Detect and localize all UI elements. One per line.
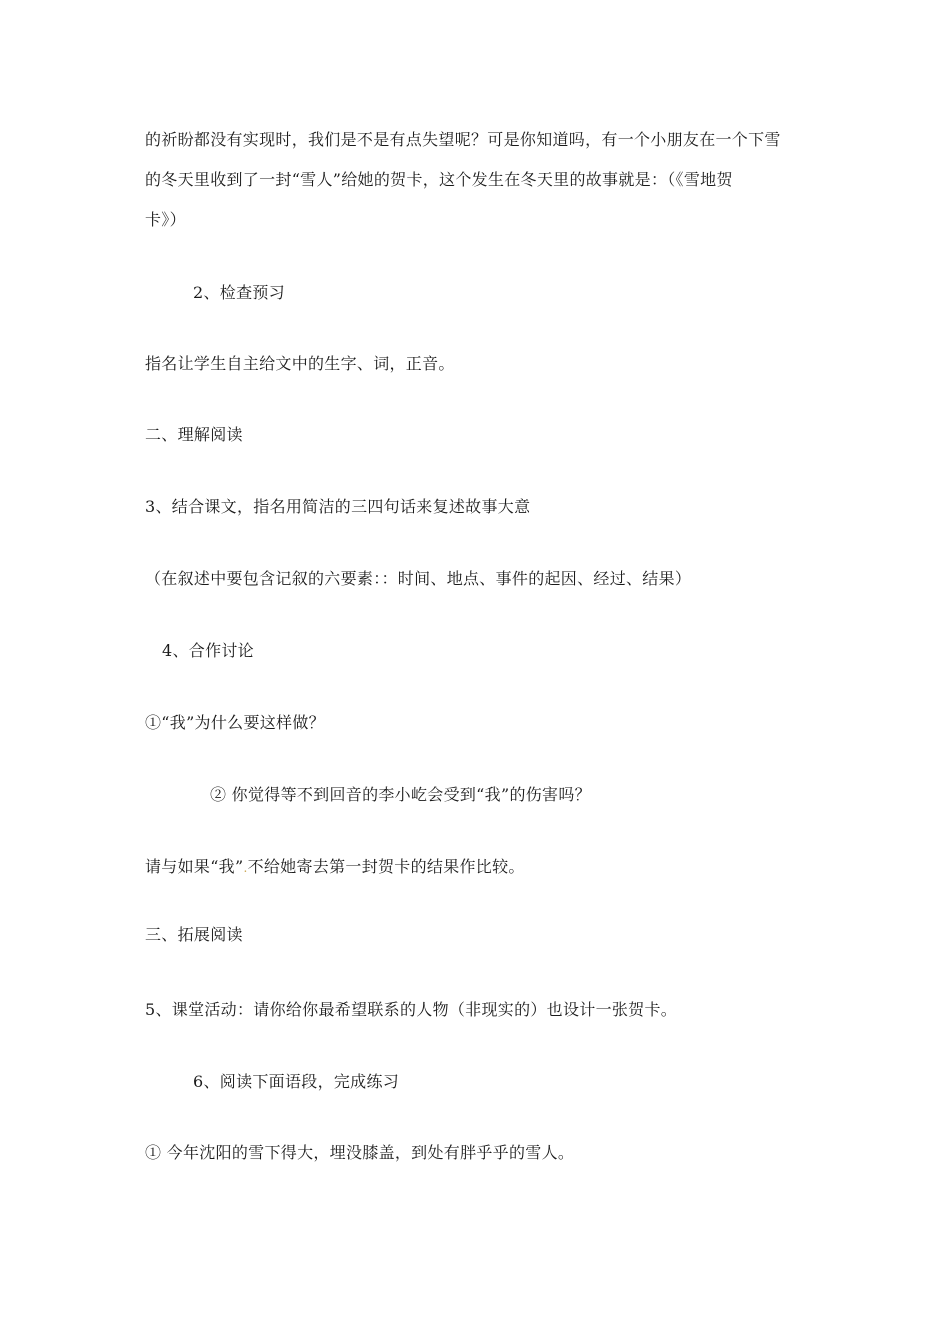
question-2: ② 你觉得等不到回音的李小屹会受到“我”的伤害吗？ (210, 785, 591, 804)
step3-note: （在叙述中要包含记叙的六要素：：时间、地点、事件的起因、经过、结果） (145, 569, 692, 588)
intro-line-1: 的祈盼都没有实现时，我们是不是有点失望呢？可是你知道吗，有一个小朋友在一个下雪 (145, 130, 781, 149)
step5-text: 5、课堂活动：请你给你最希望联系的人物（非现实的）也设计一张贺卡。 (145, 1000, 678, 1019)
step2-heading: 2、检查预习 (193, 283, 285, 302)
compare-text-part-a: 请与如果“我” (145, 857, 244, 876)
exercise-1: ① 今年沈阳的雪下得大，埋没膝盖，到处有胖乎乎的雪人。 (145, 1143, 575, 1162)
section2-heading: 二、理解阅读 (145, 425, 243, 444)
intro-line-2: 的冬天里收到了一封“雪人”给她的贺卡，这个发生在冬天里的故事就是：（《雪地贺 (145, 170, 733, 189)
intro-line-3: 卡》） (145, 210, 186, 229)
section3-heading: 三、拓展阅读 (145, 925, 243, 944)
compare-text-part-b: 不给她寄去第一封贺卡的结果作比较。 (247, 857, 525, 876)
question-1: ①“我”为什么要这样做？ (145, 713, 325, 732)
compare-text (145, 857, 525, 878)
step3-text: 3、结合课文，指名用简洁的三四句话来复述故事大意 (145, 497, 531, 516)
mark-dot: . (243, 861, 248, 875)
step6-heading: 6、阅读下面语段，完成练习 (193, 1072, 400, 1091)
step2-text: 指名让学生自主给文中的生字、词，正音。 (145, 354, 455, 373)
step4-heading: 4、合作讨论 (162, 641, 254, 660)
